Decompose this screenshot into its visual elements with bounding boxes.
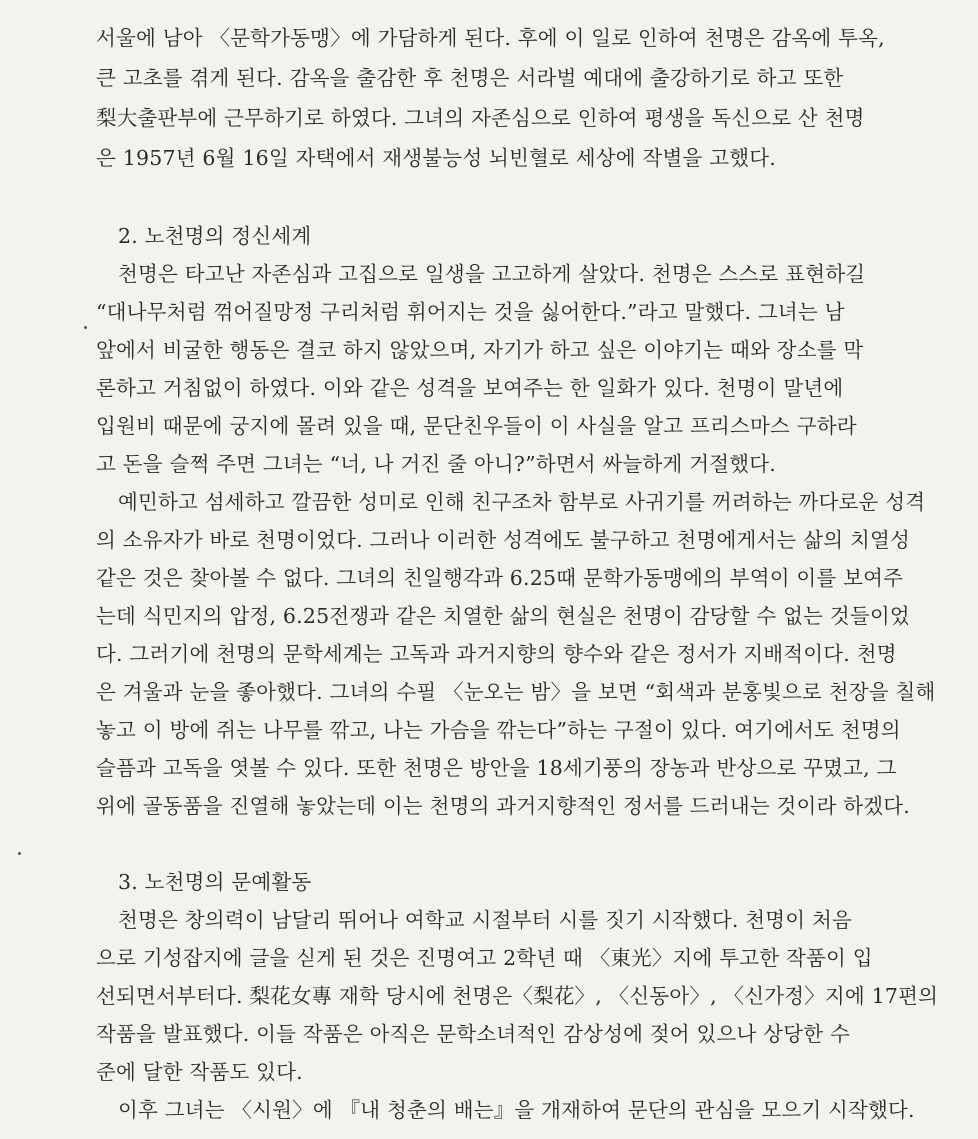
scan-speck — [84, 326, 87, 329]
text-line: 고 돈을 슬쩍 주면 그녀는 “너, 나 거진 줄 아니?”하면서 싸늘하게 거절했다. — [96, 452, 776, 476]
text-line: 으로 기성잡지에 글을 싣게 된 것은 진명여고 2학년 때 〈東光〉지에 투고한 작품이 입 — [96, 946, 873, 970]
text-line: 선되면서부터다. 梨花女專 재학 당시에 천명은〈梨花〉, 〈신동아〉, 〈신가정〉지에 17편의 — [96, 984, 939, 1008]
text-line: 준에 달한 작품도 있다. — [96, 1060, 303, 1084]
text-line: 梨大출판부에 근무하기로 하였다. 그녀의 자존심으로 인하여 평생을 독신으로 산 천명 — [96, 106, 865, 130]
text-line: 천명은 창의력이 남달리 뛰어나 여학교 시절부터 시를 짓기 시작했다. 천명이 처음 — [118, 908, 852, 932]
scan-speck — [18, 852, 21, 855]
text-line: 예민하고 섬세하고 깔끔한 성미로 인해 친구조차 함부로 사귀기를 꺼려하는 까다로운 성격 — [118, 490, 926, 514]
text-line: 론하고 거침없이 하였다. 이와 같은 성격을 보여주는 한 일화가 있다. 천명이 말년에 — [96, 376, 844, 400]
text-line: 놓고 이 방에 쥐는 나무를 깎고, 나는 가슴을 깎는다”하는 구절이 있다. 여기에서도 천명의 — [96, 718, 901, 742]
text-line: 앞에서 비굴한 행동은 결코 하지 않았으며, 자기가 하고 싶은 이야기는 때와 장소를 막 — [96, 338, 864, 362]
text-line: 입원비 때문에 궁지에 몰려 있을 때, 문단친우들이 이 사실을 알고 프리스마스 구하라 — [96, 414, 857, 438]
section-heading: 2. 노천명의 정신세계 — [118, 224, 312, 248]
text-line: “대나무처럼 꺾어질망정 구리처럼 휘어지는 것을 싫어한다.”라고 말했다. 그녀는 남 — [96, 300, 845, 324]
text-line: 서울에 남아 〈문학가동맹〉에 가담하게 된다. 후에 이 일로 인하여 천명은 감옥에 투옥, — [96, 26, 885, 50]
text-line: 다. 그러기에 천명의 문학세계는 고독과 과거지향의 향수와 같은 정서가 지배적이다. 천명 — [96, 642, 897, 666]
text-line: 은 1957년 6월 16일 자택에서 재생불능성 뇌빈혈로 세상에 작별을 고했다. — [96, 146, 776, 170]
text-line: 슬픔과 고독을 엿볼 수 있다. 또한 천명은 방안을 18세기풍의 장농과 반상으로 꾸몄고, 그 — [96, 756, 897, 780]
text-line: 이후 그녀는 〈시원〉에 『내 청춘의 배는』을 개재하여 문단의 관심을 모으기 시작했다. — [118, 1098, 915, 1122]
text-line: 은 겨울과 눈을 좋아했다. 그녀의 수필 〈눈오는 밤〉을 보면 “회색과 분홍빛으로 천장을 칠해 — [96, 680, 936, 704]
text-line: 위에 골동품을 진열해 놓았는데 이는 천명의 과거지향적인 정서를 드러내는 것이라 하겠다. — [96, 794, 910, 818]
text-line: 같은 것은 찾아볼 수 없다. 그녀의 친일행각과 6.25때 문학가동맹에의 부역이 이를 보여주 — [96, 566, 904, 590]
section-heading: 3. 노천명의 문예활동 — [118, 870, 312, 894]
text-line: 의 소유자가 바로 천명이었다. 그러나 이러한 성격에도 불구하고 천명에게서는 삶의 치열성 — [96, 528, 910, 552]
text-line: 큰 고초를 겪게 된다. 감옥을 출감한 후 천명은 서라벌 예대에 출강하기로 하고 또한 — [96, 66, 844, 90]
text-line: 는데 식민지의 압정, 6.25전쟁과 같은 치열한 삶의 현실은 천명이 감당할 수 없는 것들이었 — [96, 604, 910, 628]
text-line: 천명은 타고난 자존심과 고집으로 일생을 고고하게 살았다. 천명은 스스로 표현하길 — [118, 262, 866, 286]
text-line: 작품을 발표했다. 이들 작품은 아직은 문학소녀적인 감상성에 젖어 있으나 상당한 수 — [96, 1022, 850, 1046]
